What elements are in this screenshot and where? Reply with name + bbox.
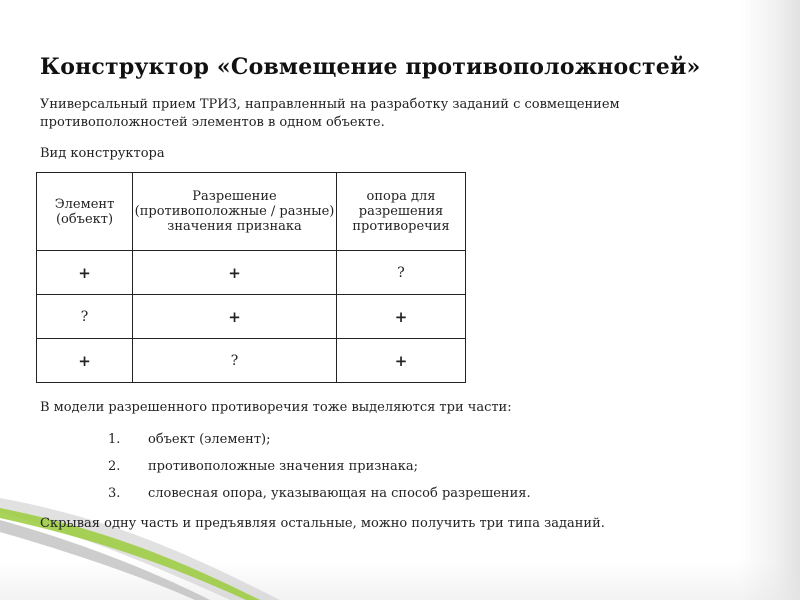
list-item-text: объект (элемент); bbox=[148, 432, 271, 447]
list-item-text: словесная опора, указывающая на способ разрешения. bbox=[148, 486, 531, 501]
conclusion-text: Скрывая одну часть и предъявляя остальные, можно получить три типа заданий. bbox=[40, 516, 605, 531]
parts-list bbox=[108, 432, 531, 513]
list-item-number: 3. bbox=[108, 486, 121, 501]
table-cell: + bbox=[37, 339, 133, 383]
list-item bbox=[108, 459, 531, 486]
table-cell: + bbox=[133, 295, 337, 339]
table-cell: + bbox=[337, 295, 466, 339]
header-resolution: Разрешение (противоположные / разные) значения признака bbox=[133, 173, 337, 251]
table-row bbox=[37, 251, 466, 295]
table-header-row bbox=[37, 173, 466, 251]
list-item-number: 2. bbox=[108, 459, 121, 474]
slide-title: Конструктор «Совмещение противоположностей» bbox=[40, 54, 701, 80]
table-row bbox=[37, 295, 466, 339]
constructor-table bbox=[36, 172, 466, 383]
table-cell: + bbox=[37, 251, 133, 295]
list-item-text: противоположные значения признака; bbox=[148, 459, 419, 474]
constructor-view-label: Вид конструктора bbox=[40, 146, 165, 161]
table-row bbox=[37, 339, 466, 383]
list-item bbox=[108, 486, 531, 513]
model-text: В модели разрешенного противоречия тоже выделяются три части: bbox=[40, 400, 512, 415]
table-cell: ? bbox=[37, 295, 133, 339]
list-item-number: 1. bbox=[108, 432, 121, 447]
table-cell: ? bbox=[133, 339, 337, 383]
list-item bbox=[108, 432, 531, 459]
table-cell: + bbox=[133, 251, 337, 295]
table-cell: ? bbox=[337, 251, 466, 295]
intro-text: Универсальный прием ТРИЗ, направленный на разработку заданий с совмещением противоположностей элементов в одном объекте. bbox=[40, 97, 620, 130]
header-support: опора для разрешения противоречия bbox=[337, 173, 466, 251]
header-element: Элемент (объект) bbox=[37, 173, 133, 251]
table-cell: + bbox=[337, 339, 466, 383]
